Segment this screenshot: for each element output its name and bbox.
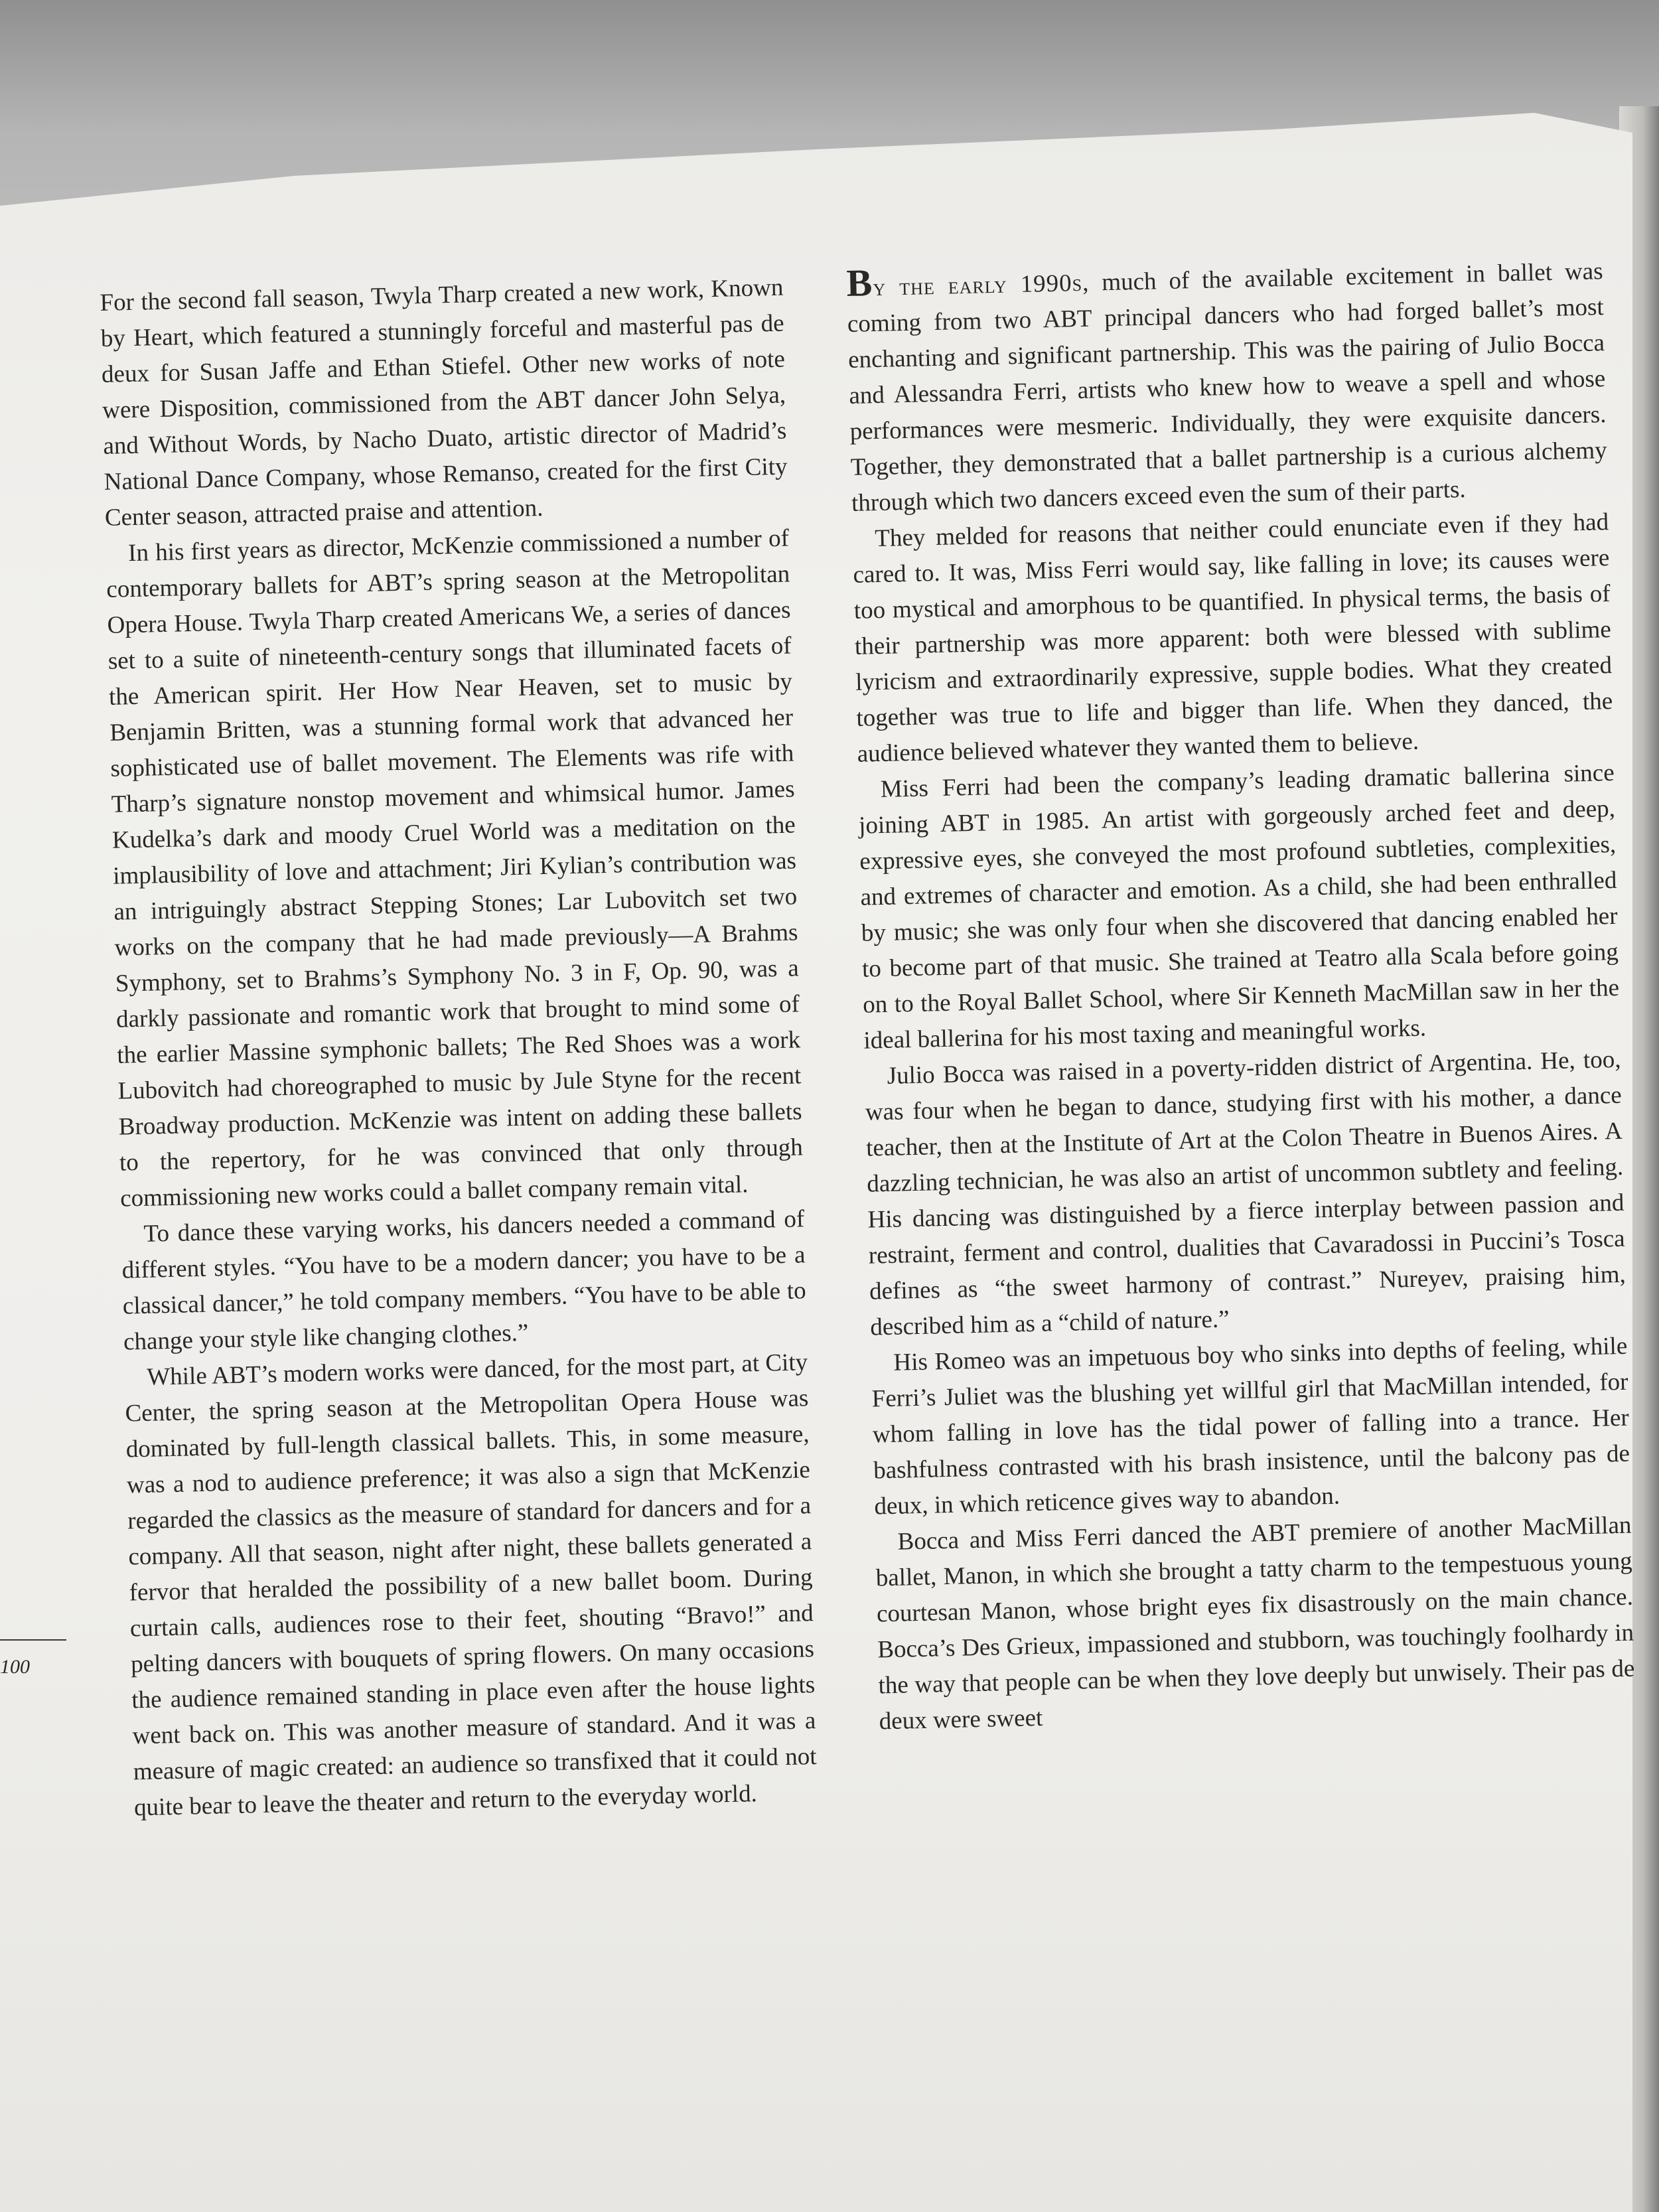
paragraph: To dance these varying works, his dancers needed a command of different styles. “You have to be a modern dancer; you have to be a classical dancer,” he told company members. “You have to be able to change your style like changing clothes.” — [121, 1205, 807, 1356]
lead-in — [845, 261, 1090, 305]
paragraph: His Romeo was an impetuous boy who sinks into depths of feeling, while Ferri’s Juliet was the blushing yet willful girl that MacMillan intended, for whom falling in love has the tidal power of falling into a trance. Her bashfulness contrasted with his brash insistence, until the balcony pas de deux, in which reticence gives way to abandon. — [871, 1332, 1630, 1520]
lead-in-text: y the early 1990s, — [872, 269, 1090, 302]
left-column — [100, 270, 818, 1826]
paragraph: They melded for reasons that neither could enunciate even if they had cared to. It was, Miss Ferri would say, like falling in love; its causes were too mystical and amorphous to be quantified. In physical terms, the basis of their partnership was more apparent: both were blessed with sublime lyricism and extraordinarily expressive, supple bodies. What they created together was true to life and bigger than life. When they danced, the audience believed whatever they wanted them to believe. — [853, 508, 1613, 768]
right-column — [846, 248, 1636, 1739]
paragraph: In his first years as director, McKenzie commissioned a number of contemporary ballets for ABT’s spring season at the Metropolitan Opera House. Twyla Tharp created Americans We, a series of dances set to a suite of nineteenth-century songs that illuminated facets of the American spirit. Her How Near Heaven, set to music by Benjamin Britten, was a stunning formal work that advanced her sophisticated use of ballet movement. The Elements was rife with Tharp’s signature nonstop movement and whimsical humor. James Kudelka’s dark and moody Cruel World was a meditation on the implausibility of love and attachment; Jiri Kylian’s contribution was an intriguingly abstract Stepping Stones; Lar Lubovitch set two works on the company that he had made previously—A Brahms Symphony, set to Brahms’s Symphony No. 3 in F, Op. 90, was a darkly passionate and romantic work that brought to mind some of the earlier Massine symphonic ballets; The Red Shoes was a work Lubovitch had choreographed to music by Jule Styne for the recent Broadway production. McKenzie was intent on adding these ballets to the repertory, for he was convinced that only through commissioning new works could a ballet company remain vital. — [106, 524, 804, 1213]
opening-text: much of the available excitement in ballet was coming from two ABT principal dancers who had forged ballet’s most enchanting and significant partnership. This was the pairing of Julio Bocca and Alessandra Ferri, artists who knew how to weave a spell and whose performances were mesmeric. Individually, they were exquisite dancers. Together, they demonstrated that a ballet partnership is a curious alchemy through which two dancers exceed even the sum of their parts. — [847, 258, 1608, 517]
paragraph: While ABT’s modern works were danced, for the most part, at City Center, the spring season at the Metropolitan Opera House was dominated by full-length classical ballets. This, in some measure, was a nod to audience preference; it was also a sign that McKenzie regarded the classics as the measure of standard for dancers and for a company. All that season, night after night, these ballets generated a fervor that heralded the possibility of a new ballet boom. During curtain calls, audiences rose to their feet, shouting “Bravo!” and pelting dancers with bouquets of spring flowers. On many occasions the audience remained standing in place even after the house lights went back on. This was another measure of standard. And it was a measure of magic created: an audience so transfixed that it could not quite bear to leave the theater and return to the everyday world. — [125, 1349, 818, 1822]
drop-cap: B — [845, 261, 874, 305]
page-number: 100 — [0, 1656, 30, 1678]
paragraph: Bocca and Miss Ferri danced the ABT premiere of another MacMillan ballet, Manon, in which she brought a tatty charm to the tempestuous young courtesan Manon, whose bright eyes fix disastrously on the main chance. Bocca’s Des Grieux, impassioned and stubborn, was touchingly foolhardy in the way that people can be when they love deeply but unwisely. Their pas de deux were sweet — [875, 1511, 1635, 1735]
paragraph: Julio Bocca was raised in a poverty-ridden district of Argentina. He, too, was four when he began to dance, studying first with his mother, a dance teacher, then at the Institute of Art at the Colon Theatre in Buenos Aires. A dazzling technician, he was also an artist of uncommon subtlety and feeling. His dancing was distinguished by a fierce interplay between passion and restraint, ferment and control, dualities that Cavaradossi in Puccini’s Tosca defines as “the sweet harmony of contrast.” Nureyev, praising him, described him as a “child of nature.” — [865, 1045, 1626, 1341]
opening-paragraph — [846, 248, 1608, 522]
folio-rule — [0, 1639, 66, 1641]
paragraph: For the second fall season, Twyla Tharp created a new work, Known by Heart, which featured a stunningly forceful and masterful pas de deux for Susan Jaffe and Ethan Stiefel. Other new works of note were Disposition, commissioned from the ABT dancer John Selya, and Without Words, by Nacho Duato, artistic director of Madrid’s National Dance Company, whose Remanso, created for the first City Center season, attracted praise and attention. — [100, 273, 788, 532]
paragraph: Miss Ferri had been the company’s leading dramatic ballerina since joining ABT in 1985. An artist with gorgeously arched feet and deep, expressive eyes, she conveyed the most profound subtleties, complexities, and extremes of character and emotion. As a child, she had been enthralled by music; she was only four when she discovered that dancing enabled her to become part of that music. She trained at Teatro alla Scala before going on to the Royal Ballet School, where Sir Kenneth MacMillan saw in her the ideal ballerina for his most taxing and meaningful works. — [858, 759, 1620, 1055]
